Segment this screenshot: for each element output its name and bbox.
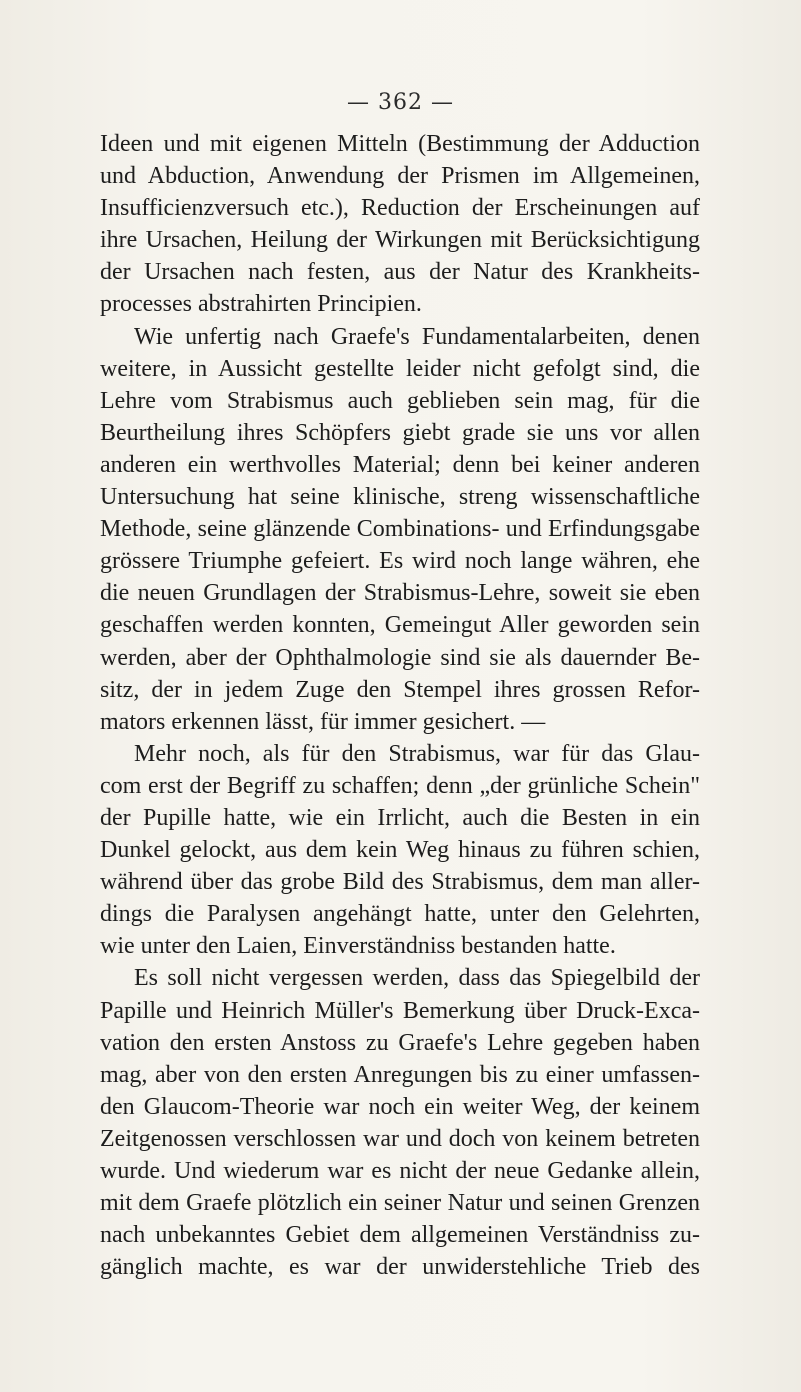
text-line: grössere Triumphe gefeiert. Es wird noch lange währen, ehe	[100, 548, 700, 575]
text-line: die neuen Grundlagen der Strabismus-Lehre, soweit sie eben	[100, 580, 700, 607]
text-line: Ideen und mit eigenen Mitteln (Bestimmung der Adduction	[100, 131, 700, 157]
text-line: dings die Paralysen angehängt hatte, unter den Gelehrten,	[100, 901, 700, 928]
text-line: Papille und Heinrich Müller's Bemerkung über Druck-Exca-	[100, 997, 700, 1024]
text-line: Es soll nicht vergessen werden, dass das Spiegelbild der	[134, 965, 700, 992]
text-line: Wie unfertig nach Graefe's Fundamentalarbeiten, denen	[134, 323, 700, 350]
body-text	[100, 128, 700, 1283]
text-line: Dunkel gelockt, aus dem kein Weg hinaus zu führen schien,	[100, 837, 700, 864]
text-line: den Glaucom-Theorie war noch ein weiter Weg, der keinem	[100, 1093, 700, 1120]
text-line: com erst der Begriff zu schaffen; denn „der grünliche Schein"	[100, 772, 700, 799]
text-line: während über das grobe Bild des Strabismus, dem man aller-	[100, 869, 700, 896]
text-line: wurde. Und wiederum war es nicht der neue Gedanke allein,	[100, 1158, 700, 1184]
text-line: geschaffen werden konnten, Gemeingut Aller geworden sein	[100, 612, 700, 639]
text-line: Mehr noch, als für den Strabismus, war für das Glau-	[134, 740, 700, 767]
text-line: vation den ersten Anstoss zu Graefe's Lehre gegeben haben	[100, 1029, 700, 1056]
text-line: Untersuchung hat seine klinische, streng wissenschaftliche	[100, 484, 700, 511]
text-line: Methode, seine glänzende Combinations- und Erfindungsgabe	[100, 516, 700, 543]
text-line: mit dem Graefe plötzlich ein seiner Natur und seinen Grenzen	[100, 1190, 700, 1217]
text-line: Zeitgenossen verschlossen war und doch von keinem betreten	[100, 1125, 700, 1152]
text-line: gänglich machte, es war der unwiderstehliche Trieb des	[100, 1254, 700, 1281]
text-line: weitere, in Aussicht gestellte leider nicht gefolgt sind, die	[100, 355, 700, 382]
text-line: ihre Ursachen, Heilung der Wirkungen mit Berücksichtigung	[100, 227, 700, 254]
text-line: wie unter den Laien, Einverständniss bestanden hatte.	[100, 933, 616, 960]
text-line: mators erkennen lässt, für immer gesichert. —	[100, 708, 546, 735]
text-line: Insufficienzversuch etc.), Reduction der Erscheinungen auf	[100, 195, 700, 222]
text-line: anderen ein werthvolles Material; denn bei keiner anderen	[100, 451, 700, 478]
text-line: der Pupille hatte, wie ein Irrlicht, auch die Besten in ein	[100, 804, 700, 831]
text-line: processes abstrahirten Principien.	[100, 291, 422, 318]
text-line: der Ursachen nach festen, aus der Natur des Krankheits-	[100, 259, 700, 286]
page-number: — 362 —	[347, 90, 454, 115]
text-line: und Abduction, Anwendung der Prismen im Allgemeinen,	[100, 163, 700, 190]
text-line: Lehre vom Strabismus auch geblieben sein mag, für die	[100, 387, 700, 414]
text-line: mag, aber von den ersten Anregungen bis zu einer umfassen-	[100, 1061, 700, 1088]
text-line: werden, aber der Ophthalmologie sind sie als dauernder Be-	[100, 644, 700, 671]
text-line: sitz, der in jedem Zuge den Stempel ihres grossen Refor-	[100, 676, 700, 703]
text-line: nach unbekanntes Gebiet dem allgemeinen Verständniss zu-	[100, 1222, 700, 1249]
text-line: Beurtheilung ihres Schöpfers giebt grade sie uns vor allen	[100, 419, 700, 446]
